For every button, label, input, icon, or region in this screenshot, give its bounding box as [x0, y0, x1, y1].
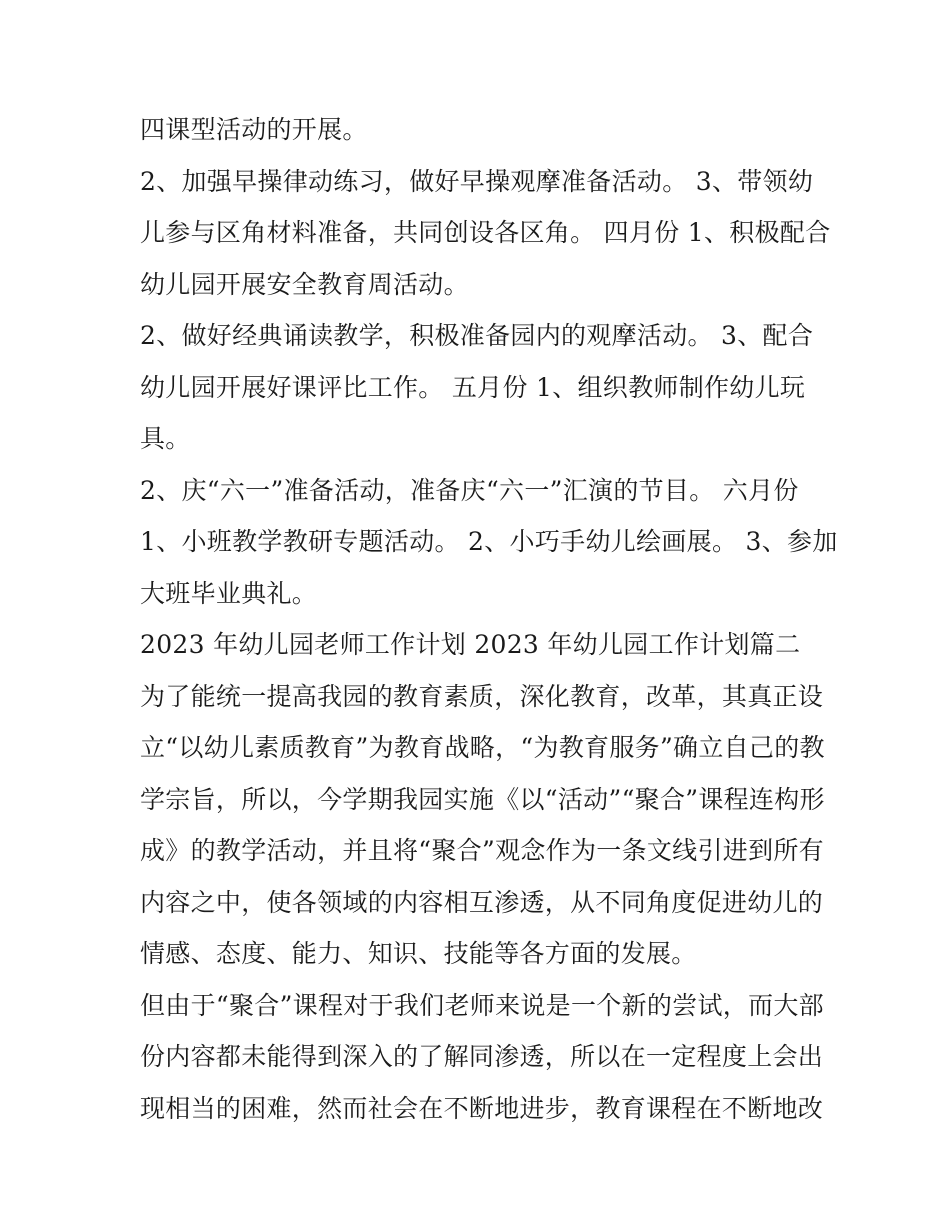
- text-line: 份内容都未能得到深入的了解同渗透，所以在一定程度上会出: [140, 1042, 824, 1071]
- text-line: 2、加强早操律动练习，做好早操观摩准备活动。 3、带领幼: [140, 166, 814, 196]
- text-line: 情感、态度、能力、知识、技能等各方面的发展。: [140, 939, 697, 968]
- text-line: 成》的教学活动，并且将“聚合”观念作为一条文线引进到所有: [140, 836, 824, 865]
- text-line: 学宗旨，所以，今学期我园实施《以“活动”“聚合”课程连构形: [140, 784, 825, 814]
- text-line: 但由于“聚合”课程对于我们老师来说是一个新的尝试，而大部: [140, 990, 824, 1020]
- text-line: 2、庆“六一”准备活动，准备庆“六一”汇演的节目。 六月份: [140, 475, 799, 505]
- text-line: 幼儿园开展安全教育周活动。: [140, 269, 469, 299]
- text-line: 内容之中，使各领域的内容相互渗透，从不同角度促进幼儿的: [140, 887, 824, 917]
- text-line: 立“以幼儿素质教育”为教育战略，“为教育服务”确立自己的教: [140, 733, 825, 762]
- text-line: 1、小班教学教研专题活动。 2、小巧手幼儿绘画展。 3、参加: [140, 527, 838, 556]
- document-body: [140, 104, 838, 1134]
- text-line: 四课型活动的开展。: [140, 115, 368, 144]
- text-line: 2、做好经典诵读教学，积极准备园内的观摩活动。 3、配合: [140, 321, 814, 350]
- text-line: 为了能统一提高我园的教育素质，深化教育，改革，其真正设: [140, 681, 824, 711]
- section-heading: 2023 年幼儿园老师工作计划 2023 年幼儿园工作计划篇二: [140, 630, 801, 659]
- text-line: 儿参与区角材料准备，共同创设各区角。 四月份 1、积极配合: [140, 218, 831, 247]
- text-line: 大班毕业典礼。: [140, 578, 318, 608]
- text-line: 具。: [140, 424, 191, 453]
- text-line: 幼儿园开展好课评比工作。 五月份 1、组织教师制作幼儿玩: [140, 372, 806, 402]
- text-line: 现相当的困难，然而社会在不断地进步，教育课程在不断地改: [140, 1093, 824, 1123]
